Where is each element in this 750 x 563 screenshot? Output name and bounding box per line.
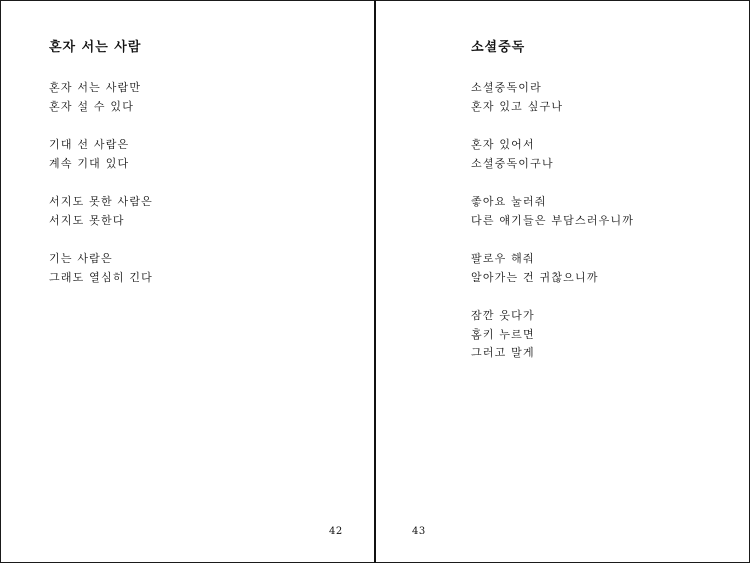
poem-line: 좋아요 눌러줘 bbox=[471, 195, 547, 208]
poem-line: 팔로우 해줘 bbox=[471, 252, 535, 265]
poem-line: 알아가는 건 귀찮으니까 bbox=[471, 270, 599, 284]
poem-line: 계속 기대 있다 bbox=[49, 156, 130, 170]
poem-line: 소셜중독이라 bbox=[471, 81, 542, 94]
poem-line: 다른 얘기들은 부담스러우니까 bbox=[471, 213, 635, 227]
poem-line: 그러고 말게 bbox=[471, 346, 535, 359]
stanza bbox=[49, 79, 153, 116]
stanza bbox=[471, 307, 634, 363]
poem-line: 혼자 서는 사람만 bbox=[49, 81, 142, 94]
poem-line: 서지도 못한다 bbox=[49, 213, 125, 227]
right-poem bbox=[471, 79, 634, 383]
right-page-title: 소셜중독 bbox=[471, 40, 526, 55]
stanza bbox=[49, 193, 153, 230]
page-number: 42 bbox=[329, 526, 343, 537]
poem-line: 혼자 있고 싶구나 bbox=[471, 99, 564, 113]
stanza bbox=[471, 136, 634, 173]
poem-line: 혼자 설 수 있다 bbox=[49, 99, 135, 113]
stanza bbox=[471, 193, 634, 230]
poem-line: 그래도 열심히 긴다 bbox=[49, 270, 154, 284]
poem-line: 혼자 있어서 bbox=[471, 138, 535, 151]
poem-line: 소셜중독이구나 bbox=[471, 156, 554, 170]
right-page bbox=[375, 0, 750, 563]
left-poem bbox=[49, 79, 153, 307]
poem-line: 기는 사람은 bbox=[49, 252, 113, 265]
stanza bbox=[471, 79, 634, 116]
gutter-divider bbox=[374, 0, 376, 563]
left-page-title: 혼자 서는 사람 bbox=[49, 40, 142, 55]
stanza bbox=[49, 250, 153, 287]
page-number: 43 bbox=[412, 526, 426, 537]
poem-line: 홈키 누르면 bbox=[471, 327, 535, 341]
poem-line: 서지도 못한 사람은 bbox=[49, 195, 154, 208]
stanza bbox=[49, 136, 153, 173]
poem-line: 잠깐 웃다가 bbox=[471, 309, 535, 322]
stanza bbox=[471, 250, 634, 287]
poem-line: 기대 선 사람은 bbox=[49, 138, 130, 151]
